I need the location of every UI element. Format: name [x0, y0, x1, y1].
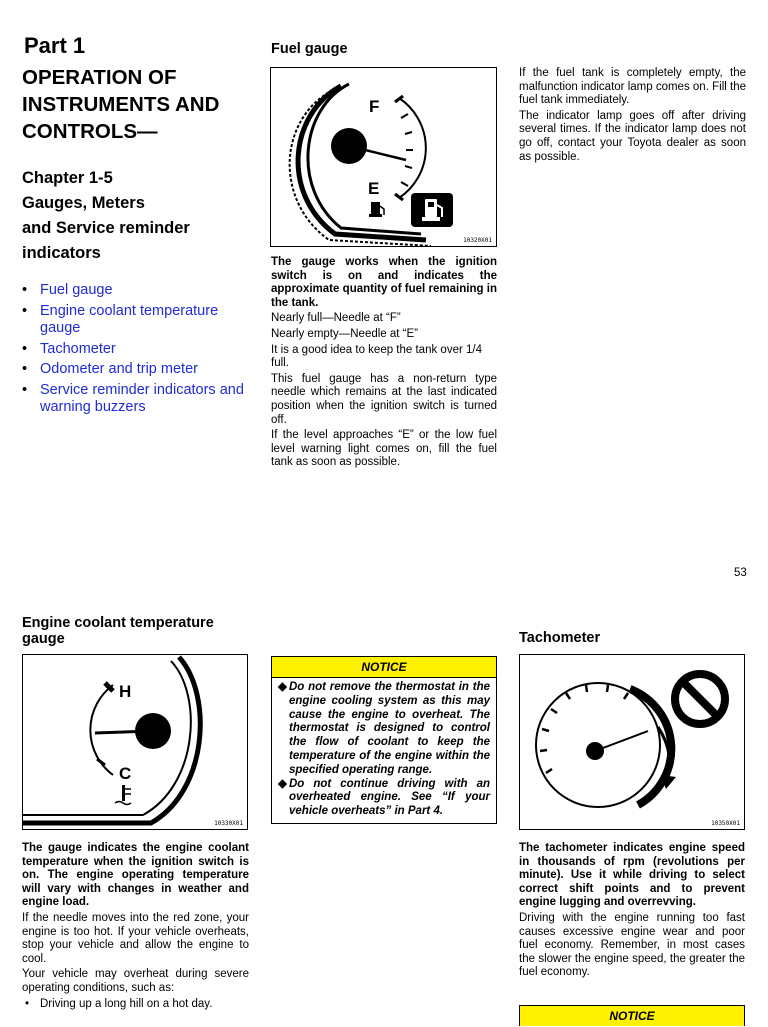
coolant-hot-label: H: [119, 682, 132, 701]
fuel-warning-lamp-icon: [411, 193, 453, 227]
coolant-gauge-heading: Engine coolant temperature gauge: [22, 615, 214, 647]
coolant-gauge-figure: [22, 654, 248, 830]
fuel-gauge-full-label: F: [369, 97, 380, 116]
diamond-bullet-icon: ◆: [278, 681, 287, 693]
notice-title: NOTICE: [272, 657, 496, 678]
coolant-gauge-red-zone-text: If the needle moves into the red zone, your engine is too hot. If your vehicle overheats, stop your vehicle and allow the engine to cool.: [22, 911, 249, 965]
fuel-gauge-advice: It is a good idea to keep the tank over 1/4 full.: [271, 343, 482, 370]
toc-item: [22, 303, 262, 338]
section-title-line: OPERATION OF: [22, 66, 177, 89]
tachometer-economy-text: Driving with the engine running too fast causes excessive engine wear and poor fuel economy. Remember, in most cases the slower the engine speed, the greater the fuel economy.: [519, 911, 745, 979]
bullet-icon: •: [25, 997, 30, 1010]
bullet-icon: •: [22, 282, 28, 298]
coolant-gauge-text: [22, 842, 249, 1011]
gauge-needle-hub: [586, 742, 604, 760]
toc-item: [22, 361, 262, 379]
bullet-icon: •: [22, 381, 28, 398]
fuel-gauge-empty-text: Nearly empty—Needle at “E”: [271, 327, 418, 340]
chapter-title-line: Chapter 1-5: [22, 169, 113, 187]
fuel-gauge-heading: Fuel gauge: [271, 41, 348, 57]
fuel-gauge-illustration: [271, 68, 496, 246]
fuel-gauge-intro: The gauge works when the ignition switch is on and indicates the approximate quantity of fuel remaining in the tank.: [271, 256, 497, 309]
tachometer-figure: [519, 654, 745, 830]
notice-box-tachometer: [519, 1005, 745, 1026]
toc-link-service-reminder[interactable]: Service reminder indicators and warning buzzers: [40, 381, 244, 415]
tachometer-heading: Tachometer: [519, 630, 601, 646]
chapter-title: [22, 166, 257, 266]
notice-item-text: Do not remove the thermostat in the engine cooling system as this may cause the engine to overheat. The thermostat is designed to control the flow of coolant to keep the temperature of the engine within the specified operating range.: [289, 681, 490, 776]
fuel-pump-icon: [369, 202, 384, 217]
toc-link-odometer[interactable]: Odometer and trip meter: [40, 361, 198, 377]
toc-item: [22, 282, 262, 300]
section-title: [22, 64, 257, 145]
notice-item-text: Do not continue driving with an overheated engine. See “If your vehicle overheats” in Part 4.: [289, 777, 490, 818]
toc-item: [22, 341, 262, 359]
toc-link-tachometer[interactable]: Tachometer: [40, 340, 116, 357]
no-overrev-prohibition-icon: [675, 674, 725, 724]
notice-body: [272, 678, 496, 823]
notice-item: [278, 681, 490, 778]
fuel-gauge-figure: [270, 67, 497, 247]
toc-item: [22, 382, 262, 417]
coolant-cold-label: C: [119, 764, 132, 783]
coolant-condition-item: Driving up a long hill on a hot day.: [40, 997, 213, 1010]
fuel-gauge-needle-text: This fuel gauge has a non-return type needle which remains at the last indicated position when the ignition switch is turned off.: [271, 372, 497, 426]
coolant-temperature-icon: [115, 785, 131, 805]
chapter-title-line: indicators: [22, 244, 101, 262]
toc-link-coolant-gauge[interactable]: Engine coolant temperature gauge: [40, 302, 219, 336]
page-number: 53: [734, 567, 747, 579]
figure-code: 10350X01: [711, 820, 740, 827]
fuel-gauge-text: [271, 256, 497, 472]
gauge-needle-hub: [331, 128, 367, 164]
malfunction-lamp-p1: If the fuel tank is completely empty, the malfunction indicator lamp comes on. Fill the fuel tank immediately.: [519, 67, 746, 107]
notice-box-thermostat: [271, 656, 497, 824]
section-title-line: CONTROLS—: [22, 120, 158, 143]
bullet-icon: •: [22, 302, 28, 319]
malfunction-lamp-p2: The indicator lamp goes off after driving several times. If the indicator lamp does not go off, contact your Toyota dealer as soon as possible.: [519, 109, 746, 163]
part-label: Part 1: [24, 33, 86, 58]
toc-link-fuel-gauge[interactable]: Fuel gauge: [40, 282, 113, 298]
table-of-contents: [22, 282, 262, 420]
list-item: [22, 998, 249, 1012]
fuel-gauge-full-text: Nearly full—Needle at “F”: [271, 312, 401, 325]
diamond-bullet-icon: ◆: [278, 777, 287, 790]
tachometer-text: [519, 842, 745, 982]
notice-title: NOTICE: [520, 1006, 744, 1026]
malfunction-lamp-text: [519, 67, 746, 166]
tachometer-illustration: [520, 655, 744, 829]
bullet-icon: •: [22, 361, 28, 377]
figure-code: 10320X01: [463, 237, 492, 244]
fuel-gauge-empty-label: E: [368, 179, 380, 198]
fuel-gauge-warning-text: If the level approaches “E” or the low fuel level warning light comes on, fill the fuel tank as soon as possible.: [271, 429, 497, 469]
figure-code: 10330X01: [214, 820, 243, 827]
notice-item: [278, 778, 490, 819]
gauge-needle-hub: [135, 713, 171, 749]
coolant-gauge-illustration: [23, 655, 247, 829]
bullet-icon: •: [22, 340, 28, 357]
tachometer-intro: The tachometer indicates engine speed in thousands of rpm (revolutions per minute). Use it while driving to select correct shift points and to prevent engine lugging and overrevving.: [519, 842, 745, 909]
coolant-gauge-intro: The gauge indicates the engine coolant temperature when the ignition switch is on. The engine operating temperature will vary with changes in weather and engine load.: [22, 842, 249, 909]
chapter-title-line: and Service reminder: [22, 219, 190, 237]
chapter-title-line: Gauges, Meters: [22, 194, 145, 212]
coolant-gauge-overheat-text: Your vehicle may overheat during severe operating conditions, such as:: [22, 968, 249, 994]
section-title-line: INSTRUMENTS AND: [22, 93, 220, 116]
